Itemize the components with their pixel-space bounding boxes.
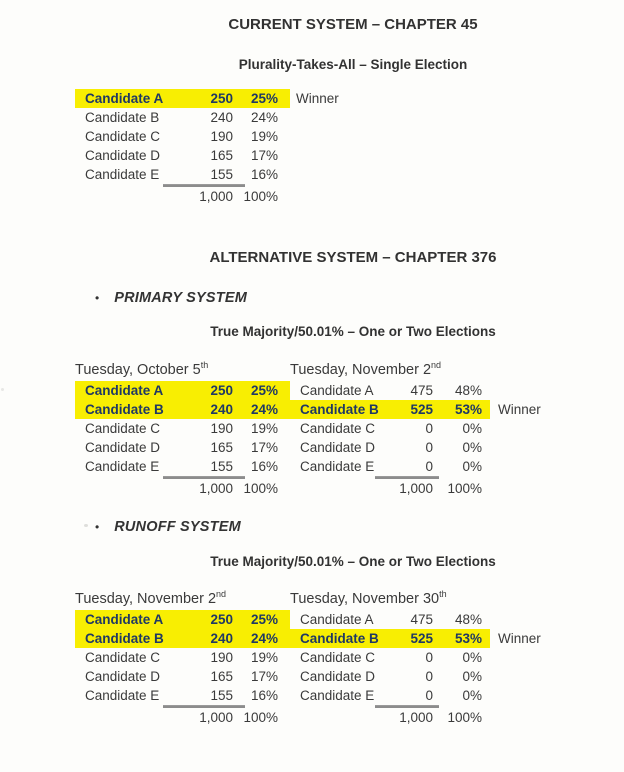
table-row	[290, 610, 490, 629]
vote-percent: 17%	[250, 669, 278, 684]
table-row	[75, 438, 290, 457]
candidate-name: Candidate C	[85, 421, 161, 436]
scan-artifact	[1, 388, 4, 391]
table-row	[75, 400, 290, 419]
vote-count: 0	[425, 669, 433, 684]
total-votes: 1,000	[199, 710, 233, 725]
scan-artifact	[84, 524, 88, 527]
table-row	[290, 648, 490, 667]
vote-percent: 0%	[462, 440, 482, 455]
vote-percent: 0%	[462, 421, 482, 436]
current-system-title: CURRENT SYSTEM – CHAPTER 45	[228, 16, 478, 33]
candidate-name: Candidate D	[300, 669, 376, 684]
runoff-system-heading	[95, 517, 241, 536]
winner-label: Winner	[498, 631, 541, 646]
vote-percent: 24%	[250, 110, 278, 125]
bullet-icon: •	[95, 290, 100, 305]
vote-percent: 48%	[454, 612, 482, 627]
vote-count: 165	[210, 440, 233, 455]
runoff-first-election-table	[75, 589, 310, 727]
vote-percent: 17%	[250, 440, 278, 455]
date-text: Tuesday, November 2	[290, 361, 432, 378]
date-text: Tuesday, November 30	[290, 590, 440, 607]
election-date	[75, 589, 310, 610]
candidate-name: Candidate D	[300, 440, 376, 455]
vote-count: 525	[410, 402, 433, 417]
vote-count: 475	[410, 383, 433, 398]
spacer-cell	[75, 708, 190, 727]
vote-percent: 16%	[250, 459, 278, 474]
total-votes: 1,000	[399, 481, 433, 496]
candidate-name: Candidate B	[300, 631, 379, 646]
total-row	[75, 187, 290, 206]
vote-count: 0	[425, 440, 433, 455]
vote-percent: 25%	[250, 383, 278, 398]
vote-percent: 25%	[250, 91, 278, 106]
table-row	[75, 686, 290, 705]
spacer-cell	[290, 708, 390, 727]
runoff-second-election-table	[290, 589, 541, 727]
date-ordinal: nd	[431, 360, 442, 370]
vote-percent: 24%	[250, 631, 278, 646]
table-row	[75, 457, 290, 476]
table-row	[75, 127, 290, 146]
table-row	[290, 667, 490, 686]
vote-percent: 53%	[454, 402, 482, 417]
table-row	[75, 419, 290, 438]
vote-percent: 19%	[250, 129, 278, 144]
vote-count: 0	[425, 459, 433, 474]
vote-count: 250	[210, 612, 233, 627]
candidate-name: Candidate B	[300, 402, 379, 417]
vote-percent: 0%	[462, 650, 482, 665]
total-percent: 100%	[243, 481, 278, 496]
primary-second-election-table	[290, 360, 541, 498]
vote-percent: 25%	[250, 612, 278, 627]
vote-percent: 24%	[250, 402, 278, 417]
vote-percent: 48%	[454, 383, 482, 398]
date-ordinal: th	[200, 360, 209, 370]
vote-count: 190	[210, 650, 233, 665]
candidate-name: Candidate C	[85, 129, 161, 144]
spacer-cell	[75, 187, 190, 206]
date-ordinal: th	[439, 589, 447, 599]
candidate-name: Candidate E	[300, 688, 375, 703]
spacer-cell	[75, 479, 190, 498]
table-row	[290, 457, 490, 476]
vote-count: 525	[410, 631, 433, 646]
alternative-system-title: ALTERNATIVE SYSTEM – CHAPTER 376	[209, 249, 497, 266]
table-row	[75, 667, 290, 686]
candidate-name: Candidate A	[300, 383, 374, 398]
primary-system-heading	[95, 288, 247, 307]
date-ordinal: nd	[216, 589, 227, 599]
vote-percent: 53%	[454, 631, 482, 646]
vote-count: 0	[425, 650, 433, 665]
total-votes: 1,000	[199, 481, 233, 496]
election-date	[75, 360, 310, 381]
total-percent: 100%	[447, 710, 482, 725]
candidate-name: Candidate D	[85, 148, 161, 163]
table-row	[75, 629, 290, 648]
table-row	[75, 648, 290, 667]
candidate-name: Candidate C	[85, 650, 161, 665]
date-text: Tuesday, October 5	[75, 361, 201, 378]
candidate-name: Candidate E	[85, 167, 160, 182]
total-row	[75, 479, 290, 498]
total-row	[290, 708, 490, 727]
candidate-name: Candidate D	[85, 440, 161, 455]
candidate-name: Candidate A	[300, 612, 374, 627]
candidate-name: Candidate A	[85, 91, 164, 106]
current-system-table	[75, 89, 339, 206]
date-text: Tuesday, November 2	[75, 590, 217, 607]
vote-count: 0	[425, 688, 433, 703]
total-percent: 100%	[243, 710, 278, 725]
candidate-name: Candidate C	[300, 650, 376, 665]
winner-label: Winner	[296, 91, 339, 106]
vote-count: 250	[210, 91, 233, 106]
vote-count: 240	[210, 110, 233, 125]
table-row	[75, 146, 290, 165]
election-date	[290, 360, 510, 381]
total-percent: 100%	[243, 189, 278, 204]
table-row	[75, 108, 290, 127]
candidate-name: Candidate E	[300, 459, 375, 474]
vote-count: 0	[425, 421, 433, 436]
runoff-system-label: RUNOFF SYSTEM	[114, 518, 241, 535]
vote-count: 250	[210, 383, 233, 398]
vote-count: 155	[210, 167, 233, 182]
election-date	[290, 589, 510, 610]
candidate-name: Candidate A	[85, 612, 164, 627]
vote-count: 240	[210, 631, 233, 646]
table-row	[75, 165, 290, 184]
primary-system-label: PRIMARY SYSTEM	[114, 289, 247, 306]
vote-percent: 0%	[462, 459, 482, 474]
vote-count: 475	[410, 612, 433, 627]
table-row	[290, 686, 490, 705]
candidate-name: Candidate D	[85, 669, 161, 684]
total-row	[75, 708, 290, 727]
vote-count: 155	[210, 688, 233, 703]
table-row	[290, 381, 490, 400]
true-majority-subtitle: True Majority/50.01% – One or Two Elections	[210, 324, 496, 339]
vote-percent: 0%	[462, 688, 482, 703]
table-row	[290, 400, 541, 419]
total-votes: 1,000	[399, 710, 433, 725]
candidate-name: Candidate B	[85, 402, 164, 417]
true-majority-subtitle-2: True Majority/50.01% – One or Two Elections	[210, 554, 496, 569]
candidate-name: Candidate E	[85, 459, 160, 474]
vote-percent: 17%	[250, 148, 278, 163]
vote-percent: 19%	[250, 650, 278, 665]
vote-count: 190	[210, 129, 233, 144]
candidate-name: Candidate B	[85, 631, 164, 646]
table-row	[290, 419, 490, 438]
vote-percent: 16%	[250, 688, 278, 703]
vote-percent: 19%	[250, 421, 278, 436]
candidate-name: Candidate C	[300, 421, 376, 436]
candidate-name: Candidate E	[85, 688, 160, 703]
total-votes: 1,000	[199, 189, 233, 204]
vote-count: 190	[210, 421, 233, 436]
candidate-name: Candidate B	[85, 110, 160, 125]
vote-percent: 16%	[250, 167, 278, 182]
vote-count: 165	[210, 669, 233, 684]
table-row	[75, 610, 290, 629]
vote-count: 240	[210, 402, 233, 417]
table-row	[290, 438, 490, 457]
total-row	[290, 479, 490, 498]
primary-first-election-table	[75, 360, 310, 498]
bullet-icon: •	[95, 519, 100, 534]
total-percent: 100%	[447, 481, 482, 496]
vote-percent: 0%	[462, 669, 482, 684]
winner-label: Winner	[498, 402, 541, 417]
plurality-subtitle: Plurality-Takes-All – Single Election	[238, 57, 468, 72]
vote-count: 165	[210, 148, 233, 163]
spacer-cell	[290, 479, 390, 498]
table-row	[75, 381, 290, 400]
table-row	[75, 89, 339, 108]
table-row	[290, 629, 541, 648]
vote-count: 155	[210, 459, 233, 474]
candidate-name: Candidate A	[85, 383, 164, 398]
